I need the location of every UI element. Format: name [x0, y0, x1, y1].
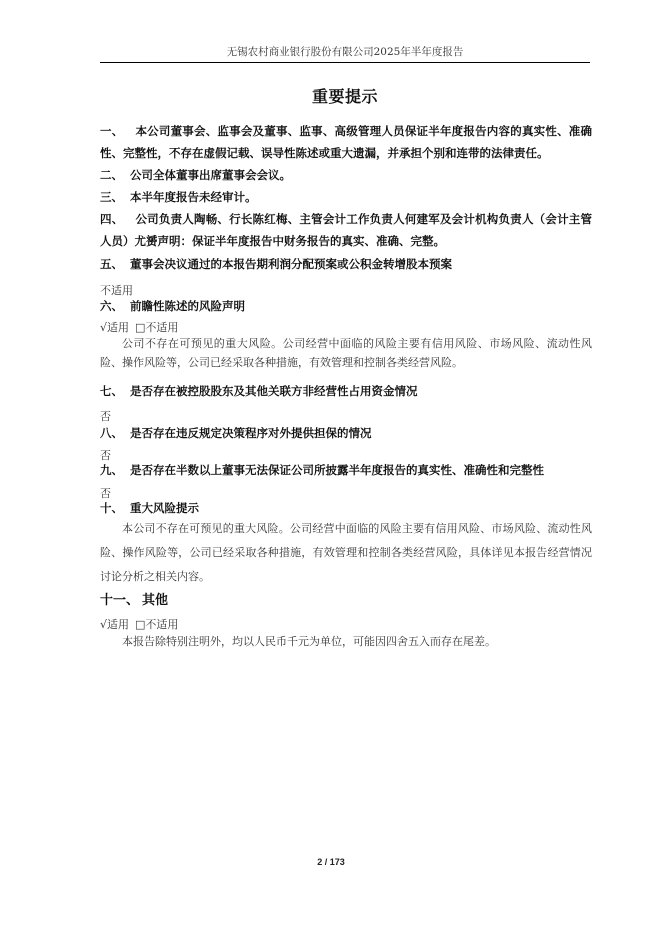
- section-8-answer: 否: [100, 449, 111, 462]
- page-number: 2 / 173: [317, 857, 345, 867]
- section-8-text: 是否存在违反规定决策程序对外提供担保的情况: [130, 426, 372, 440]
- section-6-body: 公司不存在可预见的重大风险。公司经营中面临的风险主要有信用风险、市场风险、流动性风险、操作风险等，公司已经采取各种措施，有效管理和控制各类经营风险。: [100, 337, 592, 369]
- not-applicable-option: □不适用: [135, 618, 179, 631]
- section-10-body: 本公司不存在可预见的重大风险。公司经营中面临的风险主要有信用风险、市场风险、流动性风险、操作风险等，公司已经采取各种措施，有效管理和控制各类经营风险，具体详见本报告经营情况讨论分析之相关内容。: [100, 522, 592, 583]
- section-11-applicability: [100, 617, 592, 633]
- section-6-text: 前瞻性陈述的风险声明: [130, 299, 245, 313]
- section-7-text: 是否存在被控股股东及其他关联方非经营性占用资金情况: [130, 384, 418, 398]
- section-6: [100, 295, 592, 317]
- section-10-text: 重大风险提示: [130, 501, 199, 515]
- section-3-text: 本半年度报告未经审计。: [130, 190, 257, 204]
- section-7-answer: 否: [100, 410, 111, 423]
- section-7: [100, 380, 592, 402]
- section-5-answer: 不适用: [100, 284, 133, 297]
- section-9-answer: 否: [100, 487, 111, 500]
- section-3-number: 三、: [100, 190, 123, 204]
- section-8: [100, 422, 592, 444]
- section-2: [100, 164, 592, 186]
- header-rule: [100, 62, 590, 63]
- section-10: [100, 497, 592, 519]
- section-1-text: 本公司董事会、监事会及董事、监事、高级管理人员保证半年度报告内容的真实性、准确性、完整性，不存在虚假记载、误导性陈述或重大遗漏，并承担个别和连带的法律责任。: [100, 124, 593, 160]
- section-4: [100, 208, 592, 252]
- section-1: [100, 120, 592, 164]
- section-2-text: 公司全体董事出席董事会会议。: [130, 168, 291, 182]
- section-5-text: 董事会决议通过的本报告期利润分配预案或公积金转增股本预案: [130, 257, 452, 271]
- running-header: 无锡农村商业银行股份有限公司2025年半年度报告: [226, 46, 464, 58]
- section-4-text: 公司负责人陶畅、行长陈红梅、主管会计工作负责人何建军及会计机构负责人（会计主管人员）尤赟声明：保证半年度报告中财务报告的真实、准确、完整。: [100, 212, 593, 248]
- section-2-number: 二、: [100, 168, 123, 182]
- page-title: 重要提示: [311, 87, 378, 106]
- section-10-number: 十、: [100, 501, 123, 515]
- section-11-body: 本报告除特别注明外，均以人民币千元为单位，可能因四舍五入而存在尾差。: [122, 635, 496, 648]
- applicable-checked-option: √适用: [100, 321, 130, 334]
- section-6-number: 六、: [100, 299, 123, 313]
- section-11-text: 其他: [142, 593, 169, 608]
- section-9: [100, 459, 592, 481]
- section-3: [100, 186, 592, 208]
- section-7-number: 七、: [100, 384, 123, 398]
- section-9-text: 是否存在半数以上董事无法保证公司所披露半年度报告的真实性、准确性和完整性: [130, 463, 544, 477]
- section-8-number: 八、: [100, 426, 123, 440]
- section-11-number: 十一、: [100, 593, 140, 608]
- section-4-number: 四、: [100, 212, 124, 226]
- section-9-number: 九、: [100, 463, 123, 477]
- section-11: [100, 590, 592, 612]
- applicable-checked-option: √适用: [100, 618, 130, 631]
- section-5-number: 五、: [100, 257, 123, 271]
- section-5: [100, 253, 592, 275]
- not-applicable-option: □不适用: [135, 321, 179, 334]
- section-1-number: 一、: [100, 124, 124, 138]
